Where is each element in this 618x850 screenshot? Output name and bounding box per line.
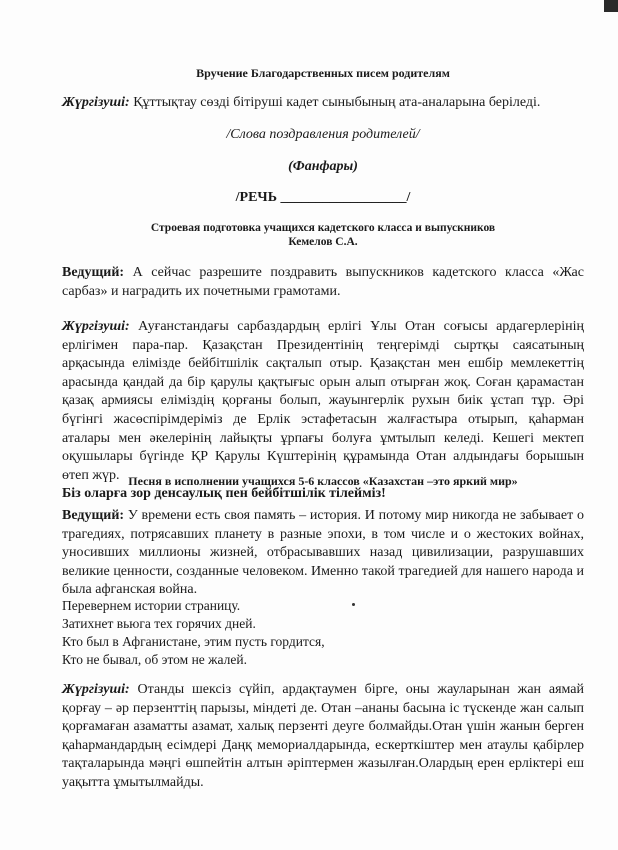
speaker-label: Жүргізуші: (62, 95, 130, 110)
song-title: Песня в исполнении учащихся 5-6 классов «Казахстан –это яркий мир» (128, 474, 518, 488)
speaker-label: Ведущий: (62, 265, 125, 280)
section-drill-heading (62, 221, 584, 249)
paragraph-host-kz-2 (62, 681, 584, 793)
section-title: Строевая подготовка учащихся кадетского класса и выпускников (150, 222, 496, 234)
paragraph-text: А сейчас разрешите поздравить выпускников кадетского класса «Жас сарбаз» и наградить их почетными грамотами. (62, 265, 584, 299)
paragraph-text: Ауғанстандағы сарбаздардың ерлігі Ұлы Отан соғысы ардагерлерінің ерлігімен пара-пар. Қазақстан Президентінің теңгерімді сыртқы саясатының арқасында елімізде бейбітшілік сақталып отыр. Қазақстан мен ешбір мемлекеттің арасында қандай да бір қарулы қақтығыс орын алып отырған жоқ. Соған қарамастан қазақ армиясы еліміздің қорғаны болып, жауынгерлік рухын биік ұстап тұр. Әрі бүгінгі жасөспірімдеріміз де Ерлік эстафетасын жалғастыра отырып, қаһарман аталары мен әкелерінің лайықты ұрпағы болуға ұмтылып келеді. Кешегі мектеп оқушылары бүгінде ҚР Қарулы Күштерінің құрамында Отан алдындағы борышын өтеп жүр. (62, 319, 584, 483)
paragraph-host-ru-1 (62, 264, 584, 301)
poem-line: Кто не бывал, об этом не жалей. (62, 652, 247, 667)
section-subtitle: Кемелов С.А. (288, 236, 358, 248)
scan-corner-mark (604, 0, 618, 12)
poem-line: Перевернем истории страницу. (62, 598, 241, 613)
speaker-label: Жүргізуші: (62, 319, 130, 334)
poem-line: Затихнет вьюга тех горячих дней. (62, 616, 256, 631)
paragraph-host-ru-2 (62, 507, 584, 600)
line-speech: /РЕЧЬ __________________/ (235, 190, 411, 205)
paragraph-text: Отанды шексіз сүйіп, ардақтаумен бірге, оны жауларынан жан аямай қорғау – әр перзенттің парызы, міндеті де. Отан –ананы басына іс түскенде жан салып қорғамаған азаматты азамат, халық перзенті деуге болмайды.Отан үшін жанын берген қаһармандардың есімдері Даңқ мемориалдарында, ескерткіштер мен атаулы қабірлер тақталарында мәңгі өшпейтін алтын әріптермен жазылған.Олардың ерен ерліктері еш уақытта ұмытылмайды. (62, 682, 584, 790)
paragraph-text: У времени есть своя память – история. И потому мир никогда не забывает о трагедиях, потрясавших планету в разные эпохи, в том числе и о жестоких войнах, уносивших миллионы жизней, отбрасывавших назад цивилизации, разрушавших великие ценности, созданные человеком. Именно такой трагедией для нашего народа и была афганская война. (62, 508, 584, 598)
line-fanfare: (Фанфары) (288, 159, 358, 174)
speaker-label: Ведущий: (62, 508, 125, 523)
line-host-intro (62, 95, 584, 111)
header-title: Вручение Благодарственных писем родителям (196, 66, 450, 80)
line-parents-congrats: /Слова поздравления родителей/ (226, 127, 420, 142)
poem (62, 597, 584, 669)
poem-line: Кто был в Афганистане, этим пусть гордится, (62, 634, 325, 649)
speaker-label: Жүргізуші: (62, 682, 130, 697)
line-text: Құттықтау сөзді бітіруші кадет сыныбының ата-аналарына беріледі. (129, 95, 541, 110)
paragraph-bold-tail: Біз оларға зор денсаулық пен бейбітшілік тілейміз! (62, 486, 386, 502)
